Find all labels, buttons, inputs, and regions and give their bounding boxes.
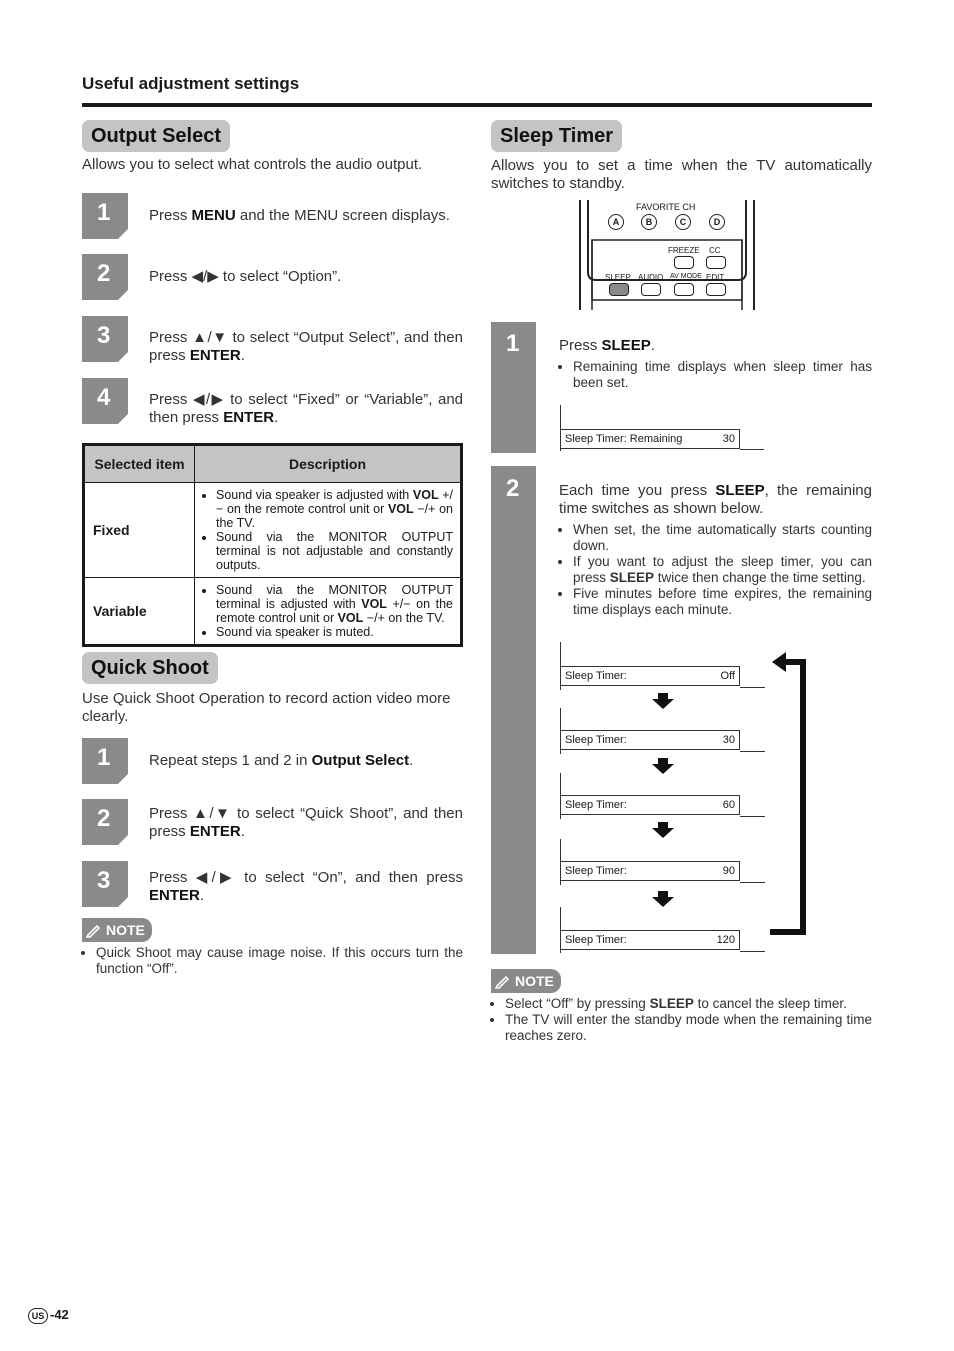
osd-label: Sleep Timer: bbox=[565, 670, 627, 682]
step-number: 2 bbox=[82, 254, 128, 300]
sleep-cycle-osd bbox=[560, 773, 765, 819]
favorite-a-button[interactable]: A bbox=[608, 214, 624, 230]
output-select-intro: Allows you to select what controls the audio output. bbox=[82, 156, 423, 173]
edit-label: EDIT bbox=[706, 273, 725, 282]
sleep-remaining-osd bbox=[560, 405, 765, 451]
step-number: 3 bbox=[82, 861, 128, 907]
favorite-b-button[interactable]: B bbox=[641, 214, 657, 230]
table-cell-item: Fixed bbox=[84, 483, 195, 578]
osd-value: 120 bbox=[716, 934, 735, 946]
favorite-d-button[interactable]: D bbox=[709, 214, 725, 230]
step-text: Press ▲/▼ to select “Output Select”, and then press ENTER. bbox=[149, 329, 463, 364]
note-item: • Select “Off” by pressing SLEEP to cancel the sleep timer. bbox=[505, 996, 872, 1012]
osd-value: 30 bbox=[722, 433, 735, 445]
sleep-button[interactable] bbox=[609, 283, 629, 296]
sleep-label: SLEEP bbox=[605, 273, 631, 282]
table-cell-description: • Sound via speaker is adjusted with VOL +/− on the remote control unit or VOL −/+ on the TV. • Sound via the MONITOR OUTPUT terminal is not adjustable and constantly outputs. bbox=[195, 483, 462, 578]
note-badge: NOTE bbox=[491, 969, 561, 993]
remote-outline bbox=[578, 200, 756, 310]
step-text: Press MENU and the MENU screen displays. bbox=[149, 207, 450, 224]
osd-label: Sleep Timer: bbox=[565, 865, 627, 877]
av-mode-label: AV MODE bbox=[670, 273, 702, 280]
arrow-down-icon bbox=[651, 822, 675, 838]
header-rule bbox=[82, 103, 872, 107]
edit-button[interactable] bbox=[706, 283, 726, 296]
table-header-description: Description bbox=[195, 445, 462, 483]
table-cell-description: • Sound via the MONITOR OUTPUT terminal is adjusted with VOL +/− on the remote control unit or VOL −/+ on the TV. • Sound via speaker is muted. bbox=[195, 578, 462, 646]
osd-value: 60 bbox=[722, 799, 735, 811]
freeze-label: FREEZE bbox=[668, 246, 700, 255]
region-badge: US bbox=[28, 1308, 48, 1324]
osd-value: 90 bbox=[722, 865, 735, 877]
step-text: Press SLEEP. bbox=[559, 337, 655, 354]
output-select-title: Output Select bbox=[82, 120, 230, 152]
step-number: 4 bbox=[82, 378, 128, 424]
step-text: Each time you press SLEEP, the remaining time switches as shown below. bbox=[559, 482, 872, 517]
step-text: Press ◀/▶ to select “On”, and then press ENTER. bbox=[149, 869, 463, 904]
freeze-button[interactable] bbox=[674, 256, 694, 269]
quick-shoot-intro: Use Quick Shoot Operation to record action video more clearly. bbox=[82, 690, 451, 725]
step-bullets: • When set, the time automatically starts counting down. • If you want to adjust the sleep timer, you can press SLEEP twice then change the time setting. • Five minutes before time expires, the remaining time displays each minute. bbox=[559, 522, 872, 618]
sleep-cycle-osd bbox=[560, 907, 765, 953]
step-text: Press ▲/▼ to select “Quick Shoot”, and then press ENTER. bbox=[149, 805, 463, 840]
step-text: Press ◀/▶ to select “Option”. bbox=[149, 268, 342, 285]
audio-label: AUDIO bbox=[638, 273, 664, 282]
step-number: 2 bbox=[82, 799, 128, 845]
table-header-item: Selected item bbox=[84, 445, 195, 483]
note-badge: NOTE bbox=[82, 918, 152, 942]
sleep-timer-notes bbox=[491, 996, 872, 1044]
pencil-icon bbox=[495, 973, 511, 989]
note-item: • Quick Shoot may cause image noise. If this occurs turn the function “Off”. bbox=[96, 945, 463, 977]
arrow-down-icon bbox=[651, 891, 675, 907]
sleep-cycle-osd bbox=[560, 839, 765, 885]
step-bar bbox=[491, 466, 536, 954]
sleep-timer-intro: Allows you to set a time when the TV automatically switches to standby. bbox=[491, 157, 872, 192]
quick-shoot-notes bbox=[82, 945, 463, 977]
step-bullets: • Remaining time displays when sleep timer has been set. bbox=[559, 359, 872, 391]
cycle-return-arrow-icon bbox=[770, 652, 808, 940]
step-number: 1 bbox=[506, 330, 520, 357]
step-number: 1 bbox=[82, 193, 128, 239]
sleep-cycle-osd bbox=[560, 708, 765, 754]
step-number: 3 bbox=[82, 316, 128, 362]
osd-value: Off bbox=[720, 670, 735, 682]
av-mode-button[interactable] bbox=[674, 283, 694, 296]
arrow-down-icon bbox=[651, 693, 675, 709]
remote-illustration bbox=[578, 200, 756, 310]
step-text: Repeat steps 1 and 2 in Output Select. bbox=[149, 752, 414, 769]
page-number: -42 bbox=[50, 1307, 69, 1322]
output-select-table bbox=[82, 443, 463, 647]
osd-label: Sleep Timer: bbox=[565, 734, 627, 746]
favorite-c-button[interactable]: C bbox=[675, 214, 691, 230]
table-cell-item: Variable bbox=[84, 578, 195, 646]
quick-shoot-title: Quick Shoot bbox=[82, 652, 218, 684]
step-text: Press ◀/▶ to select “Fixed” or “Variable”, and then press ENTER. bbox=[149, 391, 463, 426]
sleep-cycle-osd bbox=[560, 642, 765, 690]
arrow-down-icon bbox=[651, 758, 675, 774]
favorite-ch-label: FAVORITE CH bbox=[636, 202, 696, 212]
note-item: • The TV will enter the standby mode when the remaining time reaches zero. bbox=[505, 1012, 872, 1044]
step-number: 1 bbox=[82, 738, 128, 784]
sleep-timer-title: Sleep Timer bbox=[491, 120, 622, 152]
table-row bbox=[84, 578, 462, 646]
cc-label: CC bbox=[709, 246, 721, 255]
audio-button[interactable] bbox=[641, 283, 661, 296]
osd-label: Sleep Timer: bbox=[565, 799, 627, 811]
osd-value: 30 bbox=[722, 734, 735, 746]
osd-label: Sleep Timer: bbox=[565, 934, 627, 946]
osd-label: Sleep Timer: Remaining bbox=[565, 433, 683, 445]
pencil-icon bbox=[86, 922, 102, 938]
step-number: 2 bbox=[506, 475, 520, 502]
page-header: Useful adjustment settings bbox=[82, 74, 300, 93]
table-row bbox=[84, 483, 462, 578]
cc-button[interactable] bbox=[706, 256, 726, 269]
